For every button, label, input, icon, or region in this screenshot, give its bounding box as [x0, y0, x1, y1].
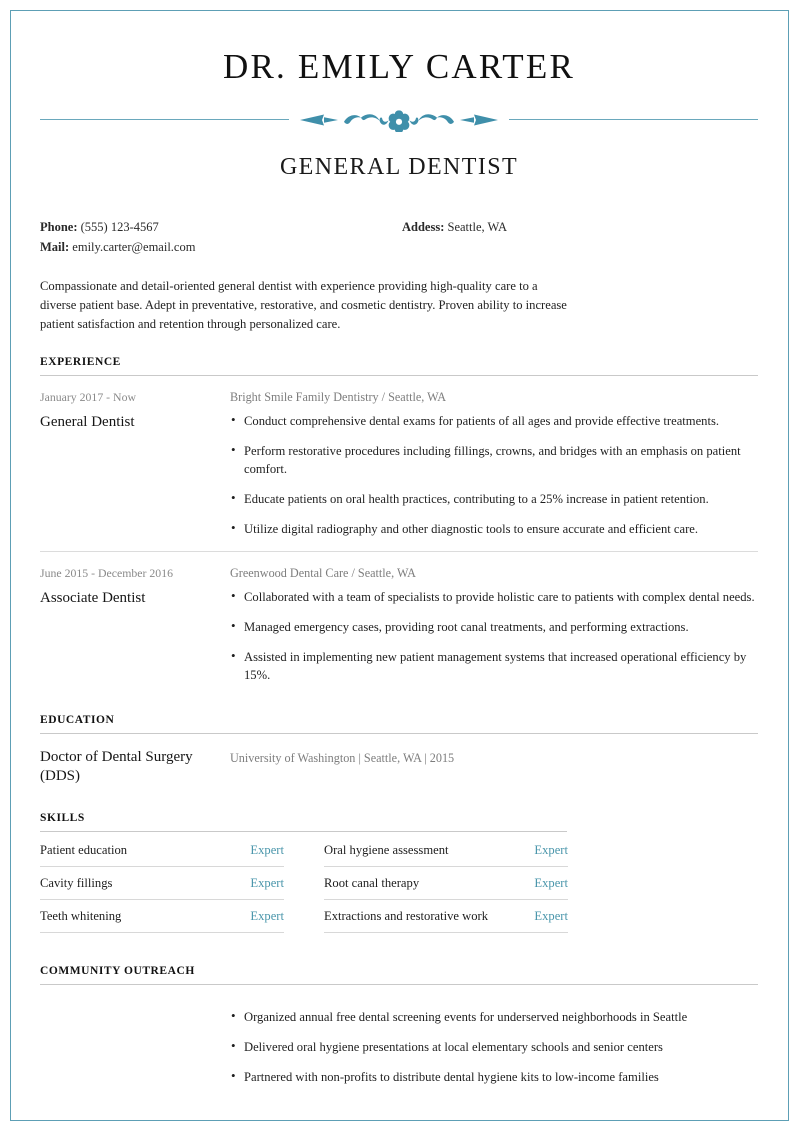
education-section-title: EDUCATION: [40, 713, 115, 726]
experience-bullet: • Educate patients on oral health practices, contributing to a 25% increase in patient retention.: [230, 490, 758, 508]
experience-bullet: • Collaborated with a team of specialists to provide holistic care to patients with complex dental needs.: [230, 588, 758, 606]
skill-level: Expert: [534, 908, 568, 923]
skill-name: Cavity fillings: [40, 875, 113, 890]
skill-level: Expert: [250, 875, 284, 890]
experience-entry: [40, 376, 758, 538]
skills-section: [40, 812, 758, 933]
candidate-job-title: GENERAL DENTIST: [279, 153, 519, 180]
education-entry: [40, 734, 758, 792]
experience-entry: [40, 552, 758, 684]
header-divider: [40, 107, 758, 133]
education-degree: Doctor of Dental Surgery (DDS): [40, 748, 193, 784]
experience-bullet: • Assisted in implementing new patient management systems that increased operational efficiency by 15%.: [230, 648, 758, 684]
education-school: University of Washington | Seattle, WA | 2015: [230, 750, 455, 765]
experience-bullet-list: [230, 588, 758, 684]
skill-level: Expert: [250, 908, 284, 923]
contact-phone-label: Phone:: [40, 219, 78, 234]
experience-bullet: • Perform restorative procedures including fillings, crowns, and bridges with an emphasis on patient comfort.: [230, 442, 758, 478]
experience-bullet-list: [230, 412, 758, 538]
skills-section-title: SKILLS: [40, 811, 85, 824]
experience-entry-meta: [40, 565, 230, 608]
contact-address-value: Seattle, WA: [447, 219, 507, 234]
contact-address: [402, 217, 507, 237]
outreach-bullet-list: [230, 1008, 758, 1086]
contact-block: [40, 217, 758, 257]
experience-entry-meta: [40, 389, 230, 432]
skill-name: Root canal therapy: [324, 875, 420, 890]
contact-mail-label: Mail:: [40, 239, 70, 254]
community-outreach-body: [230, 985, 758, 1086]
contact-phone: [40, 217, 758, 237]
skill-name: Patient education: [40, 842, 128, 857]
experience-entry-body: [230, 565, 758, 684]
skill-row: [40, 900, 284, 933]
experience-organization: Bright Smile Family Dentistry / Seattle, WA: [230, 389, 447, 404]
outreach-bullet: • Organized annual free dental screening events for underserved neighborhoods in Seattle: [230, 1008, 758, 1026]
outreach-bullet: • Partnered with non-profits to distribute dental hygiene kits to low-income families: [230, 1068, 758, 1086]
skill-row: [40, 834, 284, 867]
skills-column-left: [40, 834, 284, 933]
section-rule: [40, 831, 567, 832]
community-outreach-section-title: COMMUNITY OUTREACH: [40, 964, 195, 977]
experience-role: General Dentist: [40, 413, 135, 430]
candidate-name: DR. EMILY CARTER: [222, 47, 576, 86]
experience-bullet: • Utilize digital radiography and other diagnostic tools to ensure accurate and efficient care.: [230, 520, 758, 538]
experience-date: June 2015 - December 2016: [40, 565, 174, 580]
contact-phone-value: (555) 123-4567: [80, 219, 159, 234]
education-section: [40, 714, 758, 792]
skill-name: Extractions and restorative work: [324, 908, 489, 923]
experience-section-title: EXPERIENCE: [40, 355, 121, 368]
experience-bullet: • Managed emergency cases, providing root canal treatments, and performing extractions.: [230, 618, 758, 636]
skill-row: [324, 900, 568, 933]
skill-level: Expert: [534, 842, 568, 857]
skill-row: [40, 867, 284, 900]
contact-address-label: Addess:: [402, 219, 445, 234]
experience-entry-body: [230, 389, 758, 538]
skill-level: Expert: [250, 842, 284, 857]
skill-row: [324, 834, 568, 867]
resume-content: [40, 0, 758, 1086]
experience-role: Associate Dentist: [40, 589, 146, 606]
experience-organization: Greenwood Dental Care / Seattle, WA: [230, 565, 416, 580]
professional-summary: Compassionate and detail-oriented general dentist with experience providing high-quality care to a diverse patient base. Adept in preventative, restorative, and cosmetic dentistry. Proven ability to increase patient satisfaction and retention through personalized care.: [40, 278, 567, 331]
skill-name: Teeth whitening: [40, 908, 122, 923]
contact-mail-value: emily.carter@email.com: [72, 239, 196, 254]
skills-grid: [40, 834, 758, 933]
experience-date: January 2017 - Now: [40, 389, 136, 404]
flourish-ornament-icon: [289, 107, 509, 133]
skill-name: Oral hygiene assessment: [324, 842, 449, 857]
skill-row: [324, 867, 568, 900]
experience-bullet: • Conduct comprehensive dental exams for patients of all ages and provide effective treatments.: [230, 412, 758, 430]
contact-mail: [40, 237, 758, 257]
community-outreach-section: [40, 965, 758, 1086]
outreach-bullet: • Delivered oral hygiene presentations at local elementary schools and senior centers: [230, 1038, 758, 1056]
skills-column-right: [324, 834, 568, 933]
experience-section: [40, 356, 758, 684]
skill-level: Expert: [534, 875, 568, 890]
